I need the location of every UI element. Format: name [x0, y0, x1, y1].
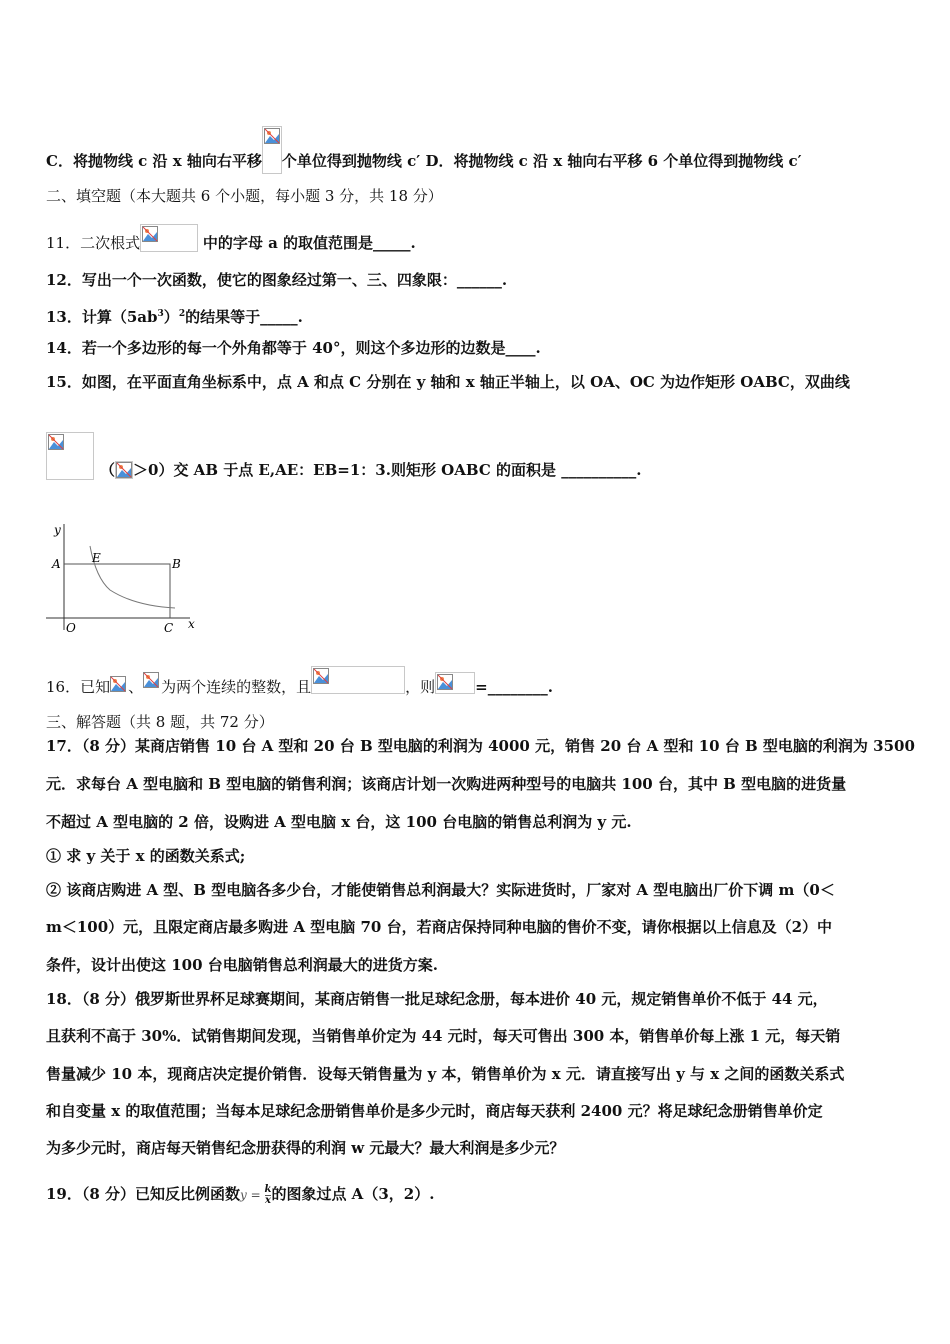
formula-y: y	[240, 1188, 247, 1202]
question-15-line-1: 15．如图，在平面直角坐标系中，点 A 和点 C 分别在 y 轴和 x 轴正半轴上，以 OA、OC 为边作矩形 OABC，双曲线	[46, 373, 850, 391]
q13-exponent-2: 2	[178, 309, 186, 319]
label-e: E	[92, 551, 101, 565]
broken-image-icon	[116, 462, 132, 478]
q15-condition: ＞0）交 AB 于点 E,AE：EB=1：3.则矩形 OABC 的面积是 __________.	[133, 461, 642, 479]
label-x: x	[188, 617, 195, 631]
question-11	[46, 224, 416, 253]
broken-image-placeholder	[311, 666, 405, 694]
question-18-line-3: 售量减少 10 本，现商店决定提价销售．设每天销售量为 y 本，销售单价为 x 元．请直接写出 y 与 x 之间的函数关系式	[46, 1065, 845, 1083]
broken-image-placeholder	[143, 672, 161, 692]
question-18-line-4: 和自变量 x 的取值范围；当每本足球纪念册销售单价是多少元时，商店每天获利 2400 元？将足球纪念册销售单价定	[46, 1102, 823, 1120]
question-17-line-2: 元．求每台 A 型电脑和 B 型电脑的销售利润；该商店计划一次购进两种型号的电脑共 100 台，其中 B 型电脑的进货量	[46, 775, 847, 793]
broken-image-icon	[110, 676, 126, 692]
q11-prefix: 11．二次根式	[46, 234, 141, 252]
q13-suffix: 的结果等于_____.	[185, 308, 303, 326]
option-d: D．将抛物线 c 沿 x 轴向右平移 6 个单位得到抛物线 c′	[425, 152, 802, 170]
broken-image-icon	[48, 434, 64, 450]
section-2-heading: 二、填空题（本大题共 6 个小题，每小题 3 分，共 18 分）	[46, 187, 443, 205]
question-18-line-5: 为多少元时，商店每天销售纪念册获得的利润 w 元最大？最大利润是多少元？	[46, 1139, 565, 1157]
broken-image-icon	[313, 668, 329, 684]
fraction-denominator: x	[265, 1194, 271, 1206]
question-15-line-2	[100, 460, 641, 480]
q13-prefix: 13．计算（5ab	[46, 308, 158, 326]
section-3-heading: 三、解答题（共 8 题，共 72 分）	[46, 713, 274, 731]
option-c-part2: 个单位得到抛物线 c′	[281, 152, 421, 170]
broken-image-placeholder	[435, 672, 475, 694]
q11-suffix: 中的字母 a 的取值范围是_____.	[202, 234, 416, 252]
question-13	[46, 304, 303, 327]
question-19	[46, 1184, 434, 1206]
question-10-options	[46, 126, 802, 174]
broken-image-placeholder	[46, 432, 94, 480]
q13-mid: ）	[163, 308, 179, 326]
q13-exponent-1: 3	[157, 309, 164, 319]
question-18-line-1: 18．（8 分）俄罗斯世界杯足球赛期间，某商店销售一批足球纪念册，每本进价 40 元，规定销售单价不低于 44 元，	[46, 990, 828, 1008]
question-17-line-5: ② 该商店购进 A 型、B 型电脑各多少台，才能使销售总利润最大？实际进货时，厂家对 A 型电脑出厂价下调 m（0＜	[46, 881, 835, 899]
rectangle-hyperbola-figure	[40, 518, 210, 638]
label-y: y	[54, 523, 61, 537]
broken-image-icon	[437, 674, 453, 690]
question-12: 12．写出一个一次函数，使它的图象经过第一、三、四象限：______.	[46, 271, 508, 289]
question-17-line-7: 条件，设计出使这 100 台电脑销售总利润最大的进货方案.	[46, 956, 438, 974]
q16-prefix: 16．已知	[46, 678, 111, 696]
fraction-numerator: k	[264, 1183, 272, 1195]
label-a: A	[52, 557, 61, 571]
q19-suffix: 的图象过点 A（3，2）.	[271, 1185, 435, 1203]
option-c-part1: C．将抛物线 c 沿 x 轴向右平移	[46, 152, 262, 170]
question-17-line-3: 不超过 A 型电脑的 2 倍，设购进 A 型电脑 x 台，这 100 台电脑的销售总利润为 y 元.	[46, 813, 632, 831]
question-17-line-4: ① 求 y 关于 x 的函数关系式;	[46, 847, 246, 865]
q16-suffix: =________.	[475, 678, 553, 696]
broken-image-placeholder	[110, 676, 128, 694]
broken-image-placeholder	[115, 461, 133, 479]
q16-middle: 为两个连续的整数，且	[161, 678, 312, 696]
q15-paren: （	[100, 461, 116, 479]
label-b: B	[172, 557, 181, 571]
question-18-line-2: 且获利不高于 30%．试销售期间发现，当销售单价定为 44 元时，每天可售出 300 本，销售单价每上涨 1 元，每天销	[46, 1027, 841, 1045]
q16-separator: 、	[128, 678, 144, 696]
question-17-line-6: m＜100）元，且限定商店最多购进 A 型电脑 70 台，若商店保持同种电脑的售价不变，请你根据以上信息及（2）中	[46, 918, 833, 936]
rectangle-oabc	[64, 564, 170, 618]
q19-prefix: 19．（8 分）已知反比例函数	[46, 1185, 241, 1203]
hyperbola-curve	[90, 546, 175, 608]
question-17-line-1: 17．（8 分）某商店销售 10 台 A 型和 20 台 B 型电脑的利润为 4000 元，销售 20 台 A 型和 10 台 B 型电脑的利润为 3500	[46, 737, 915, 755]
label-c: C	[164, 621, 174, 635]
broken-image-placeholder	[140, 224, 198, 252]
broken-image-placeholder	[262, 126, 282, 174]
broken-image-icon	[264, 128, 280, 144]
label-o: O	[66, 621, 76, 635]
question-16	[46, 666, 553, 697]
question-14: 14．若一个多边形的每一个外角都等于 40°，则这个多边形的边数是____.	[46, 339, 541, 357]
q16-then: ，则	[405, 678, 436, 696]
formula-equals: =	[246, 1188, 265, 1202]
broken-image-icon	[142, 226, 158, 242]
broken-image-icon	[143, 672, 159, 688]
